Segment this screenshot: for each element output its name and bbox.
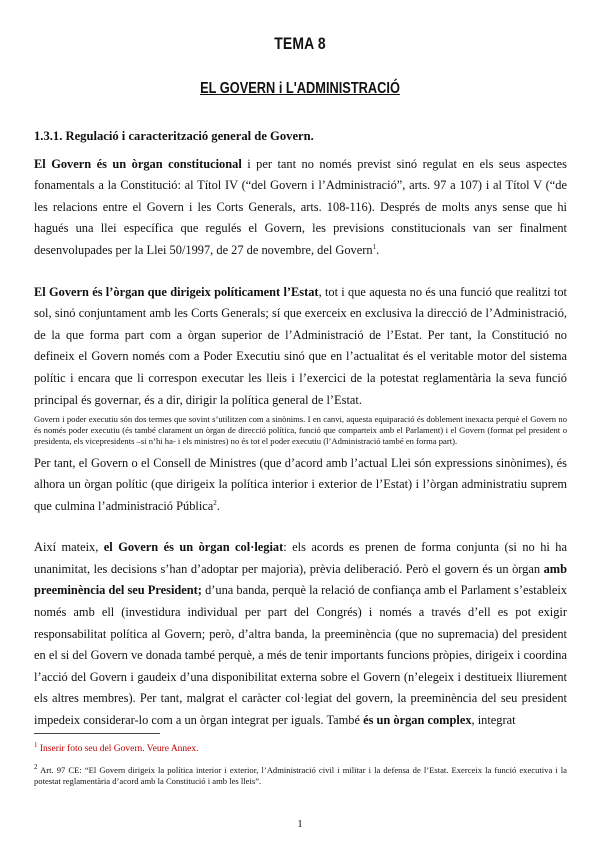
footnote-text: Inserir foto seu del Govern. Veure Annex. — [37, 744, 199, 754]
bold-phrase: amb preeminència del seu President; — [34, 561, 567, 598]
footnote-number: 1 — [34, 740, 38, 749]
text-run: i per tant no només previst sinó regulat en els seus aspectes fonamentals a la Constitució: al Títol IV (“del Govern i l’Administració”, arts. 97 a 107) i al Títol V (“de les relacions entre el Govern i les Corts Generals, arts. 108-116). Després de molts anys sense que hi hagués una llei específica que regulés el Govern, les previsions constitucionals van ser finalment desenvolupades per la Llei 50/1997, de 27 de novembre, del Govern — [34, 156, 567, 257]
footnote-ref-2[interactable]: 2 — [213, 498, 217, 507]
paragraph-3 — [34, 453, 567, 518]
bold-phrase: és un òrgan complex — [363, 713, 472, 728]
bold-phrase: El Govern és un òrgan constitucional — [34, 156, 242, 171]
text-run: d’una banda, perquè la relació de confiança amb el Parlament s’estableix només amb ell (investidura individual per part del Congrés) i només a través d’ell es pot exigir responsabilitat política al Govern; però, d’altra banda, la preeminència (que no supremacia) del president en el si del Govern ve donada també perquè, a més de tenir importants funcions pròpies, dirigeix i coordina l’acció del Govern i gaudeix d’una disponibilitat externa sobre el Govern (n’elegeix i destitueix lliurement els altres membres). Per tant, malgrat el caràcter col·legiat del govern, la preeminència del seu president impedeix considerar-lo com a un òrgan integrat per iguals. També — [34, 583, 567, 728]
text-run: . — [216, 498, 220, 513]
paragraph-2 — [34, 282, 567, 412]
bold-phrase: El Govern és l’òrgan que dirigeix políticament l’Estat — [34, 284, 319, 299]
body-text — [34, 126, 567, 732]
text-run: , tot i que aquesta no és una funció que realitzi tot sol, sinó conjuntament amb les Corts Generals; sí que exerceix en exclusiva la direcció de l’Administració, de la que forma part com a òrgan superior de l’Administració de l’Estat. Per tant, la Constitució no defineix el Govern només com a Poder Executiu sinó que en l’actualitat és el veritable motor del sistema polític i encara que li correspon executar les lleis i l’exercici de la potestat reglamentària la seva funció principal és governar, és a dir, dirigir la política general de l’Estat. — [34, 284, 567, 407]
section-heading: 1.3.1. Regulació i caracterització general de Govern. — [34, 129, 314, 143]
footnote-1 — [34, 740, 567, 755]
paragraph-4 — [34, 537, 567, 731]
footnote-ref-1[interactable]: 1 — [372, 242, 377, 251]
bold-phrase: el Govern és un òrgan col·legiat — [103, 540, 284, 555]
footnote-separator — [34, 733, 160, 734]
text-run: Per tant, el Govern o el Consell de Ministres (que d’acord amb l’actual Llei són expressions sinònimes), és alhora un òrgan polític (que dirigeix la política interior i exterior de l’Estat) i l’òrgan administratiu suprem que culmina l’administració Pública — [34, 455, 567, 513]
text-run: , integrat — [471, 713, 516, 728]
topic-heading: TEMA 8 — [274, 34, 326, 53]
footnote-2 — [34, 765, 567, 787]
text-run: : els acords es prenen de forma conjunta (si no hi ha unanimitat, les decisions s’han d’adoptar per majoria), prèvia deliberació. Però el govern és un òrgan — [34, 540, 567, 576]
side-note: Govern i poder executiu són dos termes que sovint s’utilitzen com a sinònims. I en canvi, aquesta equiparació és doblement inexacta perquè el Govern no és només poder executiu (és també clarament un òrgan de direcció política, funció que comparteix amb el Parlament) i el Govern (format pel president o presidenta, els vicepresidents –si n’hi ha- i els ministres) no és tot el poder executiu (l’Administració també en forma part). — [34, 414, 567, 446]
footnote-text: Art. 97 CE: “El Govern dirigeix la política interior i exterior, l’Administració civil i militar i la defensa de l’Estat. Exerceix la funció executiva i la potestat reglamentària d’acord amb la Constitució i amb les lleis”. — [34, 765, 567, 786]
text-run: Així mateix, — [34, 540, 104, 555]
footnote-number: 2 — [34, 763, 38, 772]
page-number: 1 — [297, 818, 303, 830]
chapter-title: EL GOVERN i L'ADMINISTRACIÓ — [200, 80, 400, 97]
paragraph-1 — [34, 154, 567, 262]
text-run: . — [376, 242, 380, 257]
